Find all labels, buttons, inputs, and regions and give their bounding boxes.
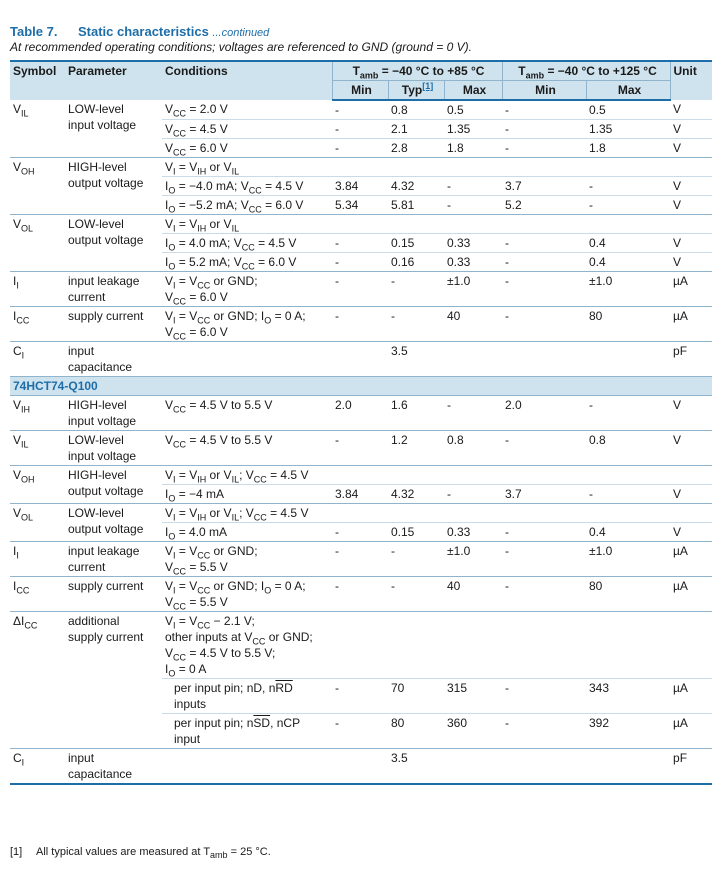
table-cell	[162, 342, 332, 377]
table-cell: $V_I = V_{CC}$ or GND; $V_{CC} = 6.0$ V	[162, 272, 332, 307]
table-cell	[586, 749, 670, 785]
table-cell: LOW-level output voltage	[65, 504, 162, 542]
table-cell: 0.5	[447, 103, 464, 117]
footnote-ref-link[interactable]: [1]	[422, 81, 434, 91]
table-cell: $V_{OL}$	[10, 504, 65, 542]
table-row	[10, 577, 712, 612]
table-cell: -	[388, 307, 444, 342]
table-cell	[388, 466, 444, 485]
table-row	[10, 431, 712, 466]
table-cell: $V_{IL}$	[10, 431, 65, 466]
table-cell: 1.35	[444, 120, 502, 139]
col-min2: Min	[502, 81, 586, 101]
table-cell: -	[502, 679, 586, 714]
table-row	[10, 272, 712, 307]
table-cell	[444, 504, 502, 523]
table-cell	[388, 612, 444, 679]
table-cell: supply current	[65, 307, 162, 342]
table-cell: µA	[670, 577, 712, 612]
table-cell	[670, 158, 712, 177]
table-cell: $V_I = V_{IH}$ or $V_{IL}$	[162, 215, 332, 234]
table-cell: -	[332, 523, 388, 542]
table-cell: $I_O = -4$ mA	[162, 485, 332, 504]
table-cell	[444, 215, 502, 234]
table-cell	[444, 749, 502, 785]
table-cell: supply current	[65, 577, 162, 612]
table-cell: -	[502, 523, 586, 542]
table-cell	[502, 342, 586, 377]
table-cell: 2.1	[388, 120, 444, 139]
table-cell	[586, 612, 670, 679]
table-row	[10, 749, 712, 785]
table-cell: -	[332, 120, 388, 139]
table-cell: V	[670, 196, 712, 215]
table-cell: $V_I = V_{CC}$ or GND; $I_O = 0$ A; $V_{CC} = 5.5$ V	[162, 577, 332, 612]
table-cell: 0.8	[391, 103, 408, 117]
table-cell: $V_I = V_{CC}$ or GND; $V_{CC} = 5.5$ V	[162, 542, 332, 577]
col-range-85: $T_{amb} = -40$ °C to +85 °C	[332, 61, 502, 81]
table-cell: -	[444, 196, 502, 215]
table-cell: 3.84	[332, 177, 388, 196]
table-cell: $I_{CC}$	[10, 577, 65, 612]
table-cell: V	[670, 139, 712, 158]
continued-label: ...continued	[212, 27, 270, 39]
table-cell: 315	[444, 679, 502, 714]
table-cell: -	[502, 253, 586, 272]
table-cell: V	[670, 253, 712, 272]
table-cell: $V_{CC} = 4.5$ V to 5.5 V	[162, 431, 332, 466]
static-characteristics-table	[10, 60, 712, 785]
table-cell: -	[332, 577, 388, 612]
table-cell: V	[670, 485, 712, 504]
table-cell: V	[670, 396, 712, 431]
table-cell	[444, 612, 502, 679]
parameter-cell: LOW-level input voltage	[68, 102, 137, 132]
table-cell: LOW-level output voltage	[65, 215, 162, 272]
table-cell: 2.0	[332, 396, 388, 431]
col-max2: Max	[586, 81, 670, 101]
table-cell	[586, 215, 670, 234]
table-cell: ±1.0	[586, 542, 670, 577]
table-cell: V	[670, 120, 712, 139]
table-cell: -	[444, 396, 502, 431]
table-cell: $V_I = V_{IH}$ or $V_{IL}$; $V_{CC} = 4.5$ V	[162, 466, 332, 485]
table-cell: -	[332, 542, 388, 577]
table-cell: µA	[670, 272, 712, 307]
table-cell: 0.33	[444, 253, 502, 272]
table-cell: 360	[444, 714, 502, 749]
table-cell	[502, 215, 586, 234]
table-cell: 80	[388, 714, 444, 749]
table-cell: ±1.0	[444, 272, 502, 307]
table-cell: -	[444, 177, 502, 196]
table-cell: 343	[586, 679, 670, 714]
header-row-1	[10, 61, 712, 81]
table-cell	[586, 504, 670, 523]
table-cell: -	[502, 234, 586, 253]
col-parameter: Parameter	[65, 61, 162, 100]
table-cell: $V_{CC} = 4.5$ V to 5.5 V	[162, 396, 332, 431]
col-max: Max	[444, 81, 502, 101]
table-cell: ±1.0	[586, 272, 670, 307]
table-caption	[10, 24, 269, 39]
table-cell: 80	[586, 577, 670, 612]
table-cell: $V_{IH}$	[10, 396, 65, 431]
table-cell: -	[335, 103, 339, 117]
table-cell: 1.6	[388, 396, 444, 431]
table-cell: 0.33	[444, 234, 502, 253]
table-cell: additional supply current	[65, 612, 162, 749]
table-cell: -	[332, 679, 388, 714]
table-row	[10, 342, 712, 377]
table-cell	[586, 342, 670, 377]
table-cell	[502, 158, 586, 177]
table-cell	[444, 466, 502, 485]
table-cell: -	[586, 196, 670, 215]
table-cell: -	[332, 139, 388, 158]
table-cell: $V_I = V_{CC}$ or GND; $I_O = 0$ A; $V_{CC} = 6.0$ V	[162, 307, 332, 342]
table-cell	[502, 612, 586, 679]
table-cell: -	[586, 177, 670, 196]
table-cell	[332, 215, 388, 234]
table-cell	[332, 749, 388, 785]
table-cell: HIGH-level output voltage	[65, 158, 162, 215]
table-cell	[670, 215, 712, 234]
table-cell: $V_{CC} = 4.5$ V	[162, 120, 332, 139]
table-cell: -	[332, 253, 388, 272]
table-cell: $V_I = V_{CC} - 2.1$ V; other inputs at $V_{CC}$ or GND; $V_{CC} = 4.5$ V to 5.5 V; $I_O = 0$ A	[162, 612, 332, 679]
table-cell: 80	[586, 307, 670, 342]
table-cell: -	[502, 139, 586, 158]
table-cell	[332, 466, 388, 485]
table-row	[10, 307, 712, 342]
table-cell: µA	[670, 542, 712, 577]
table-cell: -	[332, 234, 388, 253]
table-cell: -	[502, 431, 586, 466]
table-cell: $I_O = 4.0$ mA	[162, 523, 332, 542]
table-cell: $V_{OH}$	[10, 158, 65, 215]
table-cell	[332, 612, 388, 679]
table-cell: -	[332, 272, 388, 307]
table-cell: per input pin; $n\overline{SD}$, nCP input	[162, 714, 332, 749]
table-cell: µA	[670, 679, 712, 714]
table-cell: pF	[670, 342, 712, 377]
table-cell: 0.15	[388, 234, 444, 253]
table-cell: -	[586, 396, 670, 431]
table-cell: 70	[388, 679, 444, 714]
table-cell: µA	[670, 714, 712, 749]
table-cell: 3.84	[332, 485, 388, 504]
table-cell	[388, 158, 444, 177]
table-cell: $I_O = -4.0$ mA; $V_{CC} = 4.5$ V	[162, 177, 332, 196]
table-cell: 40	[444, 307, 502, 342]
table-cell: 1.35	[586, 120, 670, 139]
table-cell: LOW-level input voltage	[65, 431, 162, 466]
col-typ: Typ[1]	[388, 81, 444, 101]
table-cell: -	[332, 307, 388, 342]
table-cell: 1.8	[586, 139, 670, 158]
table-cell: 0.8	[444, 431, 502, 466]
table-cell: $C_I$	[10, 342, 65, 377]
table-row	[10, 542, 712, 577]
table-row	[10, 466, 712, 485]
table-cell: 5.81	[388, 196, 444, 215]
table-cell: 0.4	[586, 253, 670, 272]
table-cell: ±1.0	[444, 542, 502, 577]
col-min: Min	[332, 81, 388, 101]
table-cell	[162, 749, 332, 785]
table-cell: HIGH-level output voltage	[65, 466, 162, 504]
table-cell: 2.0	[502, 396, 586, 431]
footnote-tag: [1]	[10, 846, 23, 858]
table-cell: input capacitance	[65, 342, 162, 377]
table-number: Table 7.	[10, 24, 58, 39]
table-cell: -	[502, 542, 586, 577]
table-cell	[388, 504, 444, 523]
table-cell: 3.5	[388, 342, 444, 377]
table-cell: 3.7	[502, 177, 586, 196]
table-cell: 2.8	[388, 139, 444, 158]
table-cell: -	[388, 542, 444, 577]
col-range-125: $T_{amb} = -40$ °C to +125 °C	[502, 61, 670, 81]
table-cell	[332, 504, 388, 523]
table-cell: -	[502, 714, 586, 749]
table-cell: $V_I = V_{IH}$ or $V_{IL}$; $V_{CC} = 4.5$ V	[162, 504, 332, 523]
table-cell: 0.15	[388, 523, 444, 542]
footnote: [1] All typical values are measured at $T_{amb} = 25$ °C.	[10, 846, 271, 861]
table-row	[10, 158, 712, 177]
table-cell: $I_I$	[10, 272, 65, 307]
table-cell: 40	[444, 577, 502, 612]
table-cell: 0.4	[586, 523, 670, 542]
table-cell	[444, 158, 502, 177]
table-cell: V	[670, 523, 712, 542]
table-cell: $C_I$	[10, 749, 65, 785]
table-row	[10, 504, 712, 523]
table-cell: input capacitance	[65, 749, 162, 785]
table-cell	[670, 612, 712, 679]
table-cell	[502, 466, 586, 485]
table-cell: HIGH-level input voltage	[65, 396, 162, 431]
table-row	[10, 100, 712, 120]
table-cell: 3.5	[388, 749, 444, 785]
table-cell	[586, 466, 670, 485]
table-cell: 0.5	[589, 103, 606, 117]
table-cell: 3.7	[502, 485, 586, 504]
table-cell: $I_O = 4.0$ mA; $V_{CC} = 4.5$ V	[162, 234, 332, 253]
table-cell: per input pin; nD, $n\overline{RD}$ inputs	[162, 679, 332, 714]
table-cell	[332, 158, 388, 177]
table-cell: $I_O = -5.2$ mA; $V_{CC} = 6.0$ V	[162, 196, 332, 215]
table-subtitle: At recommended operating conditions; voltages are referenced to GND (ground = 0 V).	[10, 40, 472, 54]
section-row	[10, 377, 712, 396]
table-cell: $V_I = V_{IH}$ or $V_{IL}$	[162, 158, 332, 177]
table-cell: -	[586, 485, 670, 504]
table-cell: $V_{OH}$	[10, 466, 65, 504]
table-cell: $\Delta I_{CC}$	[10, 612, 65, 749]
table-cell: µA	[670, 307, 712, 342]
table-cell: 0.8	[586, 431, 670, 466]
table-cell: 4.32	[388, 485, 444, 504]
table-cell: $I_O = 5.2$ mA; $V_{CC} = 6.0$ V	[162, 253, 332, 272]
col-conditions: Conditions	[162, 61, 332, 100]
table-cell: input leakage current	[65, 272, 162, 307]
table-cell: 0.4	[586, 234, 670, 253]
table-cell: 4.32	[388, 177, 444, 196]
table-title: Static characteristics	[78, 24, 209, 39]
symbol-cell: $V_{IL}$	[13, 102, 29, 119]
table-cell: 5.34	[332, 196, 388, 215]
table-cell: -	[502, 120, 586, 139]
table-cell	[502, 504, 586, 523]
table-cell: input leakage current	[65, 542, 162, 577]
table-cell: $I_I$	[10, 542, 65, 577]
col-symbol: Symbol	[10, 61, 65, 100]
table-cell: V	[670, 234, 712, 253]
table-cell: -	[505, 103, 509, 117]
table-cell: V	[670, 431, 712, 466]
table-row	[10, 215, 712, 234]
table-cell: -	[502, 272, 586, 307]
table-row	[10, 612, 712, 679]
table-cell: 1.8	[444, 139, 502, 158]
table-cell	[502, 749, 586, 785]
table-cell	[444, 342, 502, 377]
table-cell: 392	[586, 714, 670, 749]
section-title: 74HCT74-Q100	[10, 377, 712, 396]
table-row	[10, 396, 712, 431]
table-cell: -	[502, 307, 586, 342]
col-unit: Unit	[670, 61, 712, 100]
table-cell: $V_{CC} = 2.0$ V	[165, 102, 228, 119]
table-cell: pF	[670, 749, 712, 785]
table-cell: -	[388, 577, 444, 612]
table-cell: 1.2	[388, 431, 444, 466]
table-cell: $I_{CC}$	[10, 307, 65, 342]
table-cell: V	[673, 102, 682, 116]
table-cell: -	[502, 577, 586, 612]
table-cell: 0.16	[388, 253, 444, 272]
table-cell	[586, 158, 670, 177]
table-cell	[332, 342, 388, 377]
table-cell	[388, 215, 444, 234]
table-cell: -	[444, 485, 502, 504]
table-cell	[670, 504, 712, 523]
table-cell: $V_{CC} = 6.0$ V	[162, 139, 332, 158]
table-cell: V	[670, 177, 712, 196]
table-cell: -	[332, 714, 388, 749]
table-cell	[670, 466, 712, 485]
table-cell: 0.33	[444, 523, 502, 542]
table-cell: 5.2	[502, 196, 586, 215]
table-cell: $V_{OL}$	[10, 215, 65, 272]
table-cell: -	[388, 272, 444, 307]
table-cell: -	[332, 431, 388, 466]
